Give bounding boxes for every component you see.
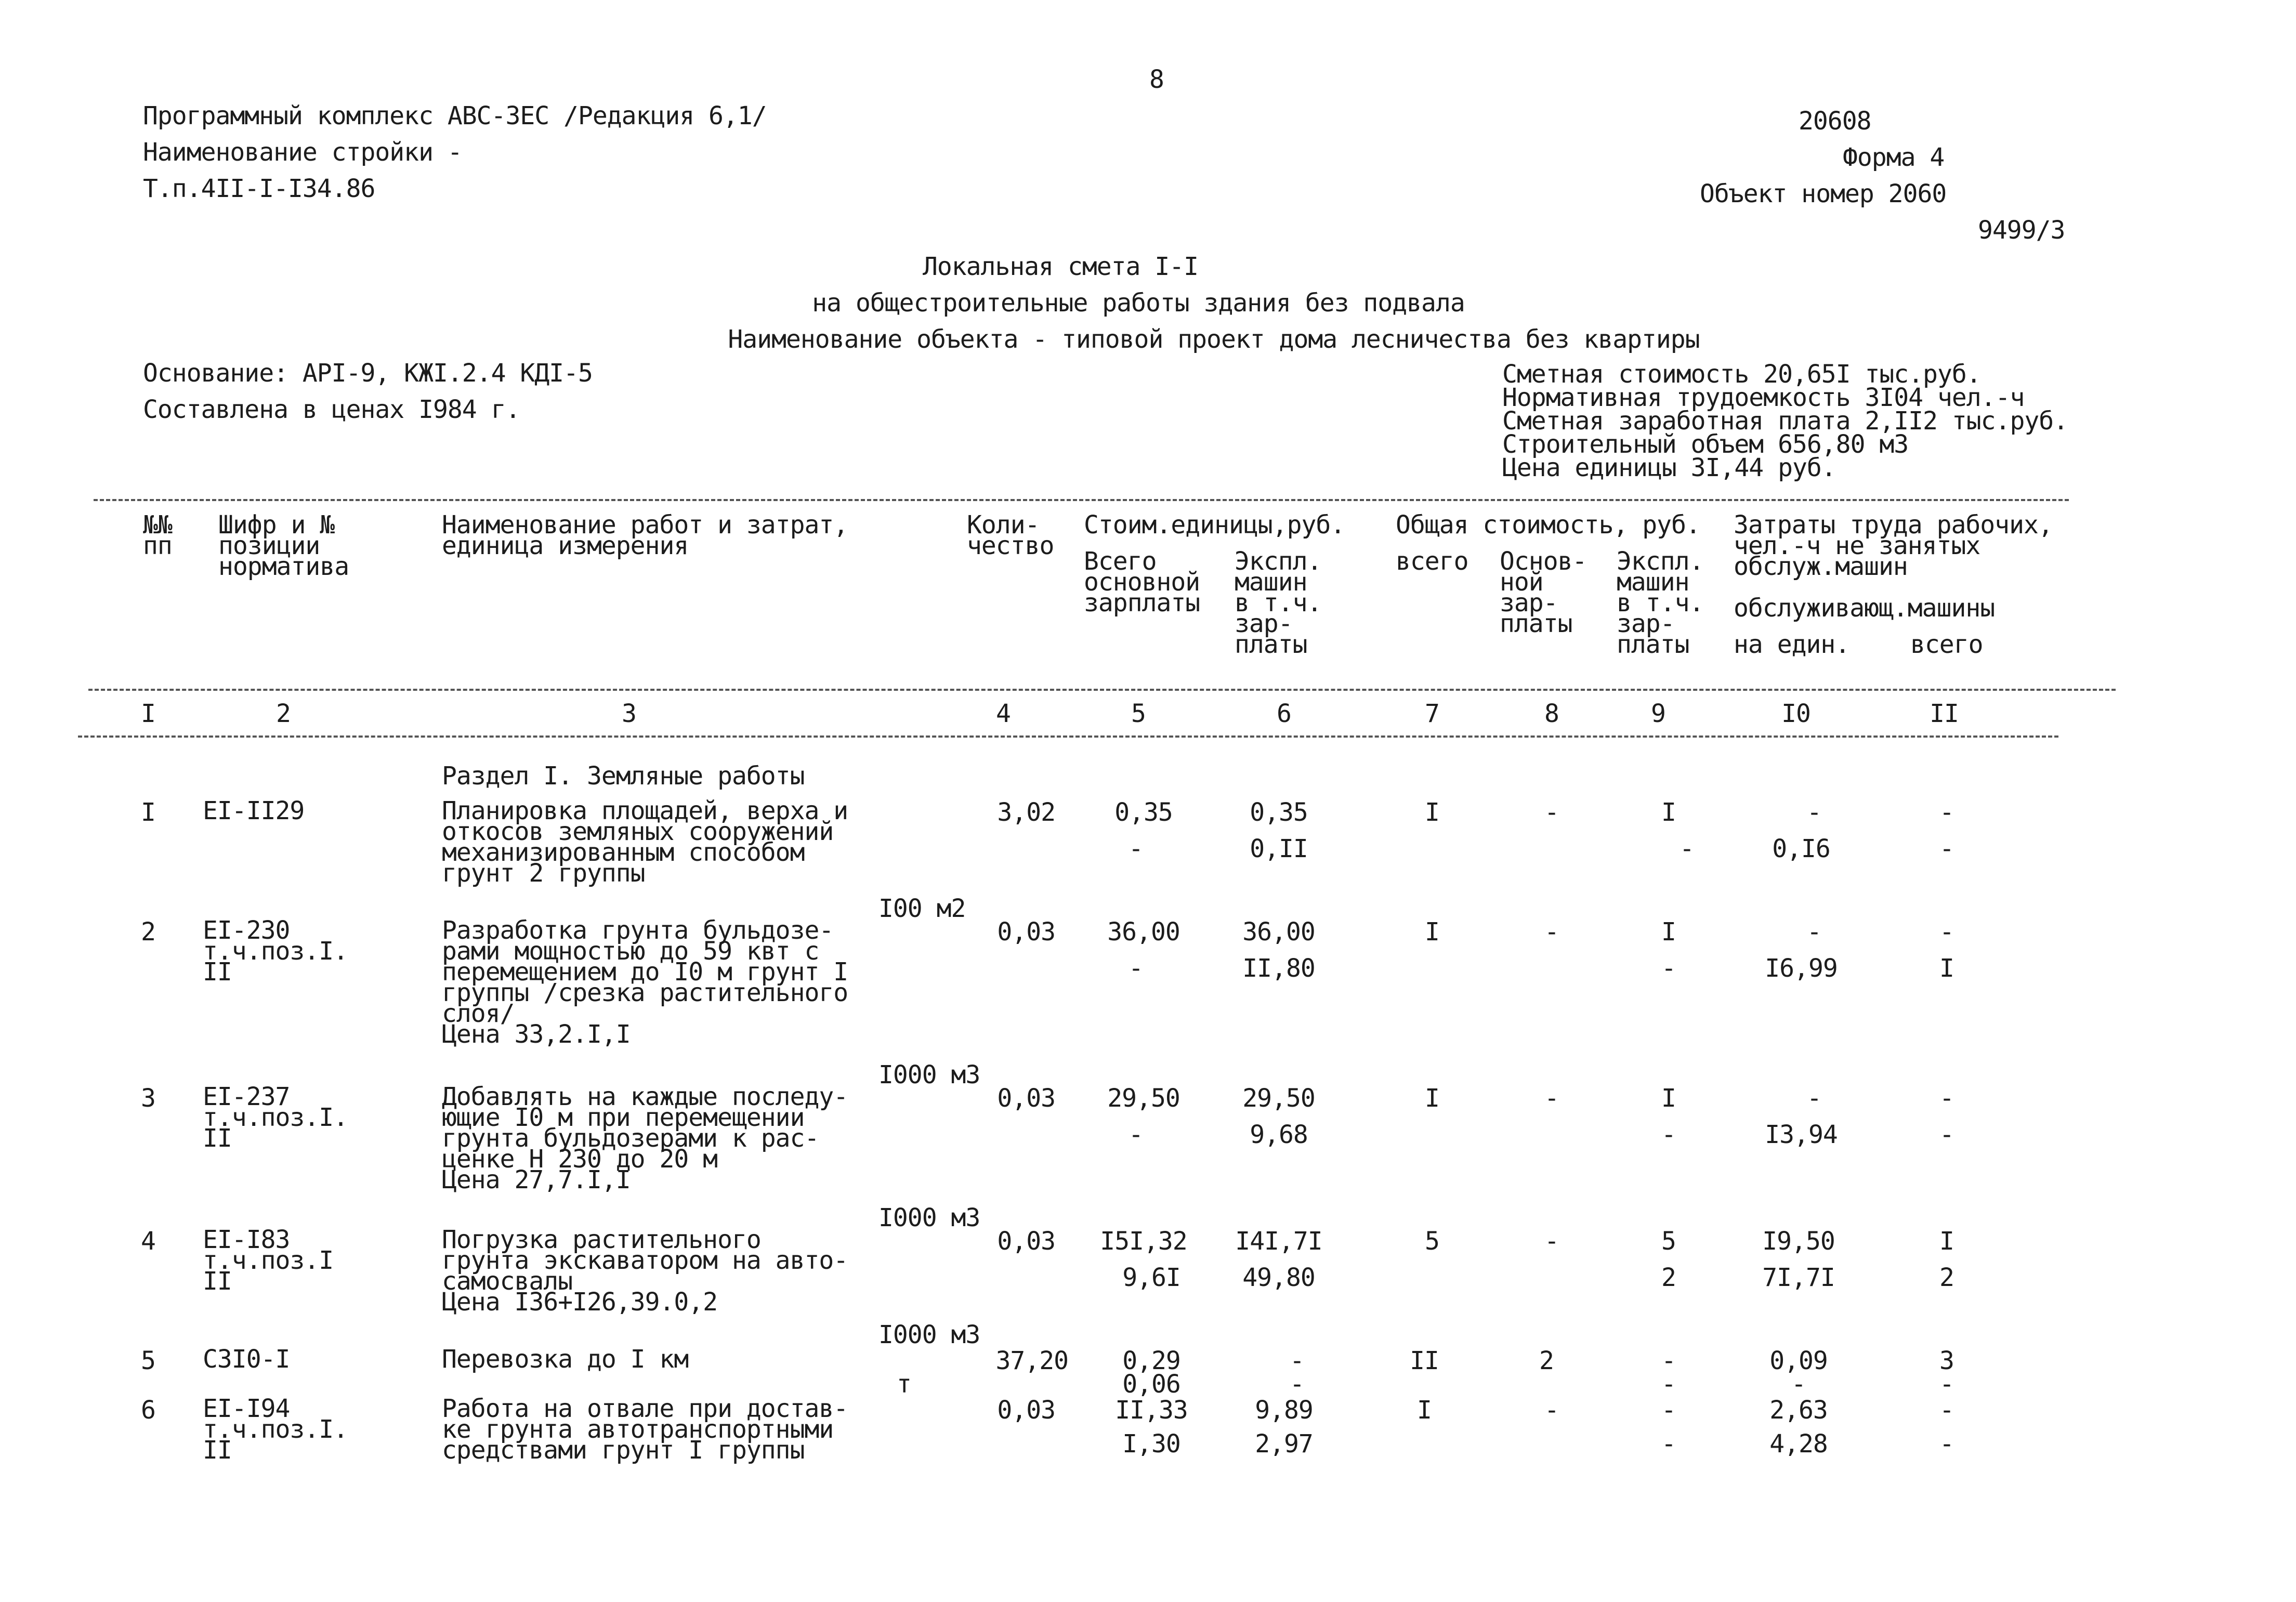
header-top-rule xyxy=(94,499,2069,501)
col-header-total-machine: Экспл. машин в т.ч. зар- платы xyxy=(1617,547,1704,659)
row-machine-cost: 9,89 xyxy=(1255,1396,1313,1425)
column-number: II xyxy=(1930,699,1959,728)
form-label: Форма 4 xyxy=(1843,143,1945,172)
col-header-total: всего xyxy=(1396,547,1468,576)
row-total-machine-sub: - xyxy=(1661,1429,1676,1459)
object-number: Объект номер 2060 xyxy=(1700,179,1947,208)
col-header-total-cost: Общая стоимость, руб. xyxy=(1396,510,1700,540)
row-labor-total: - xyxy=(1939,917,1954,947)
row-number: 6 xyxy=(141,1396,155,1425)
row-total-machine: - xyxy=(1661,1346,1676,1375)
row-labor-unit: - xyxy=(1807,1084,1821,1113)
column-number: 2 xyxy=(276,699,291,728)
row-labor-unit-sub: I6,99 xyxy=(1765,954,1838,983)
row-number: 5 xyxy=(141,1346,155,1375)
column-number: 5 xyxy=(1131,699,1146,728)
row-total-machine-sub: 2 xyxy=(1661,1263,1676,1292)
row-machine-cost-sub: 49,80 xyxy=(1242,1263,1315,1292)
row-machine-cost: I4I,7I xyxy=(1235,1227,1322,1256)
row-description: Планировка площадей, верха и откосов земляных сооружений механизированным способом грунт 2 группы xyxy=(442,796,848,888)
row-unit: I000 м3 xyxy=(878,1203,980,1232)
col-header-labor: Затраты труда рабочих, чел.-ч не занятых обслуж.машин xyxy=(1734,510,2053,581)
row-labor-total-sub: I xyxy=(1939,954,1954,983)
row-base-salary: II,33 xyxy=(1115,1396,1188,1425)
col-header-per-unit: на един. xyxy=(1734,630,1850,659)
row-total-machine-sub: - xyxy=(1661,1370,1676,1399)
row-total: I xyxy=(1417,1396,1432,1425)
row-unit: I000 м3 xyxy=(878,1320,980,1349)
row-machine-cost-sub: 2,97 xyxy=(1255,1429,1313,1459)
row-labor-total: - xyxy=(1939,1084,1954,1113)
section-title: Раздел I. Земляные работы xyxy=(442,761,805,791)
row-quantity: 0,03 xyxy=(997,917,1055,947)
row-labor-total-sub: - xyxy=(1939,834,1954,863)
program-line: Программный комплекс АВС-3ЕС /Редакция 6,1/ xyxy=(143,101,767,130)
estimate-title: Локальная смета I-I xyxy=(922,252,1199,281)
row-total-salary: - xyxy=(1544,798,1559,827)
row-machine-cost: 0,35 xyxy=(1250,798,1308,827)
col-header-code: Шифр и № позиции норматива xyxy=(218,510,349,581)
row-machine-cost-sub: - xyxy=(1290,1370,1304,1399)
row-total-machine-sub: - xyxy=(1661,954,1676,983)
summary-volume: Строительный объем 656,80 м3 xyxy=(1502,430,1909,459)
row-labor-unit-sub: 4,28 xyxy=(1769,1429,1828,1459)
row-base-salary: 0,29 xyxy=(1122,1346,1180,1375)
row-description: Перевозка до I км xyxy=(442,1345,689,1374)
row-labor-unit-sub: - xyxy=(1791,1370,1806,1399)
row-number: 3 xyxy=(141,1084,155,1113)
row-number: 4 xyxy=(141,1227,155,1256)
row-total-machine: 5 xyxy=(1661,1227,1676,1256)
row-base-salary: 29,50 xyxy=(1107,1084,1180,1113)
row-labor-unit: - xyxy=(1807,798,1821,827)
row-total-salary: - xyxy=(1544,1227,1559,1256)
row-total: I xyxy=(1425,798,1439,827)
row-base-salary: 36,00 xyxy=(1107,917,1180,947)
row-labor-unit-sub: I3,94 xyxy=(1765,1120,1838,1149)
row-total-machine: I xyxy=(1661,917,1676,947)
col-header-labor-total: всего xyxy=(1910,630,1983,659)
row-base-salary: 0,35 xyxy=(1114,798,1173,827)
row-base-salary-sub: - xyxy=(1129,834,1143,863)
row-machine-cost: - xyxy=(1290,1346,1304,1375)
row-number: 2 xyxy=(141,917,155,947)
row-number: I xyxy=(141,798,155,827)
row-labor-unit-sub: 0,I6 xyxy=(1772,834,1830,863)
row-code: C3I0-I xyxy=(203,1345,290,1374)
column-number: I0 xyxy=(1781,699,1810,728)
row-code: EI-I83 т.ч.поз.I II xyxy=(203,1225,334,1296)
row-machine-cost: 36,00 xyxy=(1242,917,1315,947)
row-base-salary-sub: I,30 xyxy=(1122,1429,1180,1459)
column-number: 6 xyxy=(1277,699,1291,728)
row-machine-cost-sub: II,80 xyxy=(1242,954,1315,983)
row-total: I xyxy=(1425,917,1439,947)
col-header-number: №№ пп xyxy=(143,510,172,560)
row-total: I xyxy=(1425,1084,1439,1113)
column-number: 3 xyxy=(622,699,636,728)
row-base-salary: I5I,32 xyxy=(1100,1227,1187,1256)
column-number: I xyxy=(141,699,155,728)
row-code: EI-230 т.ч.поз.I. II xyxy=(203,916,348,987)
row-labor-total: - xyxy=(1939,798,1954,827)
summary-cost: Сметная стоимость 20,65I тыс.руб. xyxy=(1502,360,1981,389)
row-labor-total: 3 xyxy=(1939,1346,1954,1375)
col-header-description: Наименование работ и затрат, единица измерения xyxy=(442,510,848,560)
row-code: EI-237 т.ч.поз.I. II xyxy=(203,1082,348,1153)
col-header-machine-cost: Экспл. машин в т.ч. зар- платы xyxy=(1235,547,1322,659)
row-machine-cost-sub: 0,II xyxy=(1250,834,1308,863)
row-code: EI-II29 xyxy=(203,796,305,825)
row-total: 5 xyxy=(1425,1227,1439,1256)
row-total: II xyxy=(1410,1346,1439,1375)
row-total-salary: - xyxy=(1544,917,1559,947)
column-number: 4 xyxy=(996,699,1011,728)
row-total-salary: 2 xyxy=(1539,1346,1554,1375)
row-unit: т xyxy=(897,1370,911,1399)
row-total-machine: I xyxy=(1661,798,1676,827)
row-total-machine-sub: - xyxy=(1661,1120,1676,1149)
row-description: Разработка грунта бульдозе- рами мощностью до 59 квт с перемещением до I0 м грунт I группы /срезка растительного слоя/ Цена 33,2.I,I xyxy=(442,916,848,1049)
row-labor-unit: - xyxy=(1807,917,1821,947)
row-labor-unit: 2,63 xyxy=(1769,1396,1828,1425)
col-header-labor-machines: обслуживающ.машины xyxy=(1734,594,1995,623)
col-header-base-salary: Всего основной зарплаты xyxy=(1084,547,1200,618)
row-labor-total: I xyxy=(1939,1227,1954,1256)
column-numbers-rule xyxy=(78,736,2058,738)
row-labor-total-sub: - xyxy=(1939,1370,1954,1399)
project-code: Т.п.4II-I-I34.86 xyxy=(143,174,375,203)
summary-labor: Нормативная трудоемкость 3I04 чел.-ч xyxy=(1502,383,2025,412)
construction-name-label: Наименование стройки - xyxy=(143,138,462,167)
row-quantity: 3,02 xyxy=(997,798,1055,827)
row-machine-cost: 29,50 xyxy=(1242,1084,1315,1113)
row-labor-total-sub: - xyxy=(1939,1120,1954,1149)
row-labor-unit: 0,09 xyxy=(1769,1346,1828,1375)
row-unit: I000 м3 xyxy=(878,1060,980,1089)
row-labor-total-sub: 2 xyxy=(1939,1263,1954,1292)
row-quantity: 0,03 xyxy=(997,1227,1055,1256)
object-name: Наименование объекта - типовой проект дома лесничества без квартиры xyxy=(728,325,1700,354)
summary-salary: Сметная заработная плата 2,II2 тыс.руб. xyxy=(1502,406,2068,436)
column-number: 8 xyxy=(1544,699,1559,728)
row-code: EI-I94 т.ч.поз.I. II xyxy=(203,1394,348,1465)
row-total-machine-sub: - xyxy=(1680,834,1694,863)
estimate-subtitle: на общестроительные работы здания без подвала xyxy=(812,288,1465,318)
summary-unit-price: Цена единицы 3I,44 руб. xyxy=(1502,453,1836,482)
col-header-quantity: Коли- чество xyxy=(967,510,1054,560)
price-basis: Составлена в ценах I984 г. xyxy=(143,395,520,424)
col-header-unit-cost: Стоим.единицы,руб. xyxy=(1084,510,1345,540)
reference-number: 9499/3 xyxy=(1978,216,2065,245)
row-labor-unit-sub: 7I,7I xyxy=(1762,1263,1835,1292)
row-quantity: 0,03 xyxy=(997,1084,1055,1113)
document-code: 20608 xyxy=(1799,107,1871,136)
row-labor-total: - xyxy=(1939,1396,1954,1425)
row-quantity: 0,03 xyxy=(997,1396,1055,1425)
header-bottom-rule xyxy=(88,689,2116,691)
col-header-total-salary: Основ- ной зар- платы xyxy=(1500,547,1587,638)
row-description: Погрузка растительного грунта экскаватором на авто- самосвалы Цена I36+I26,39.0,2 xyxy=(442,1225,848,1317)
row-base-salary-sub: 0,06 xyxy=(1122,1370,1180,1399)
row-total-salary: - xyxy=(1544,1396,1559,1425)
row-total-machine: I xyxy=(1661,1084,1676,1113)
row-quantity: 37,20 xyxy=(995,1346,1068,1375)
column-number: 9 xyxy=(1651,699,1665,728)
row-labor-unit: I9,50 xyxy=(1762,1227,1835,1256)
row-description: Добавлять на каждые последу- ющие I0 м при перемещении грунта бульдозерами к рас- ценке Н 230 до 20 м Цена 27,7.I,I xyxy=(442,1082,848,1194)
row-total-salary: - xyxy=(1544,1084,1559,1113)
row-base-salary-sub: - xyxy=(1129,954,1143,983)
row-description: Работа на отвале при достав- ке грунта автотранспортными средствами грунт I группы xyxy=(442,1394,848,1465)
page-number: 8 xyxy=(1149,65,1164,94)
basis: Основание: АРI-9, КЖI.2.4 КДI-5 xyxy=(143,359,593,388)
row-unit: I00 м2 xyxy=(878,894,966,923)
row-base-salary-sub: - xyxy=(1129,1120,1143,1149)
row-machine-cost-sub: 9,68 xyxy=(1250,1120,1308,1149)
row-labor-total-sub: - xyxy=(1939,1429,1954,1459)
row-total-machine: - xyxy=(1661,1396,1676,1425)
column-number: 7 xyxy=(1425,699,1439,728)
row-base-salary-sub: 9,6I xyxy=(1122,1263,1180,1292)
